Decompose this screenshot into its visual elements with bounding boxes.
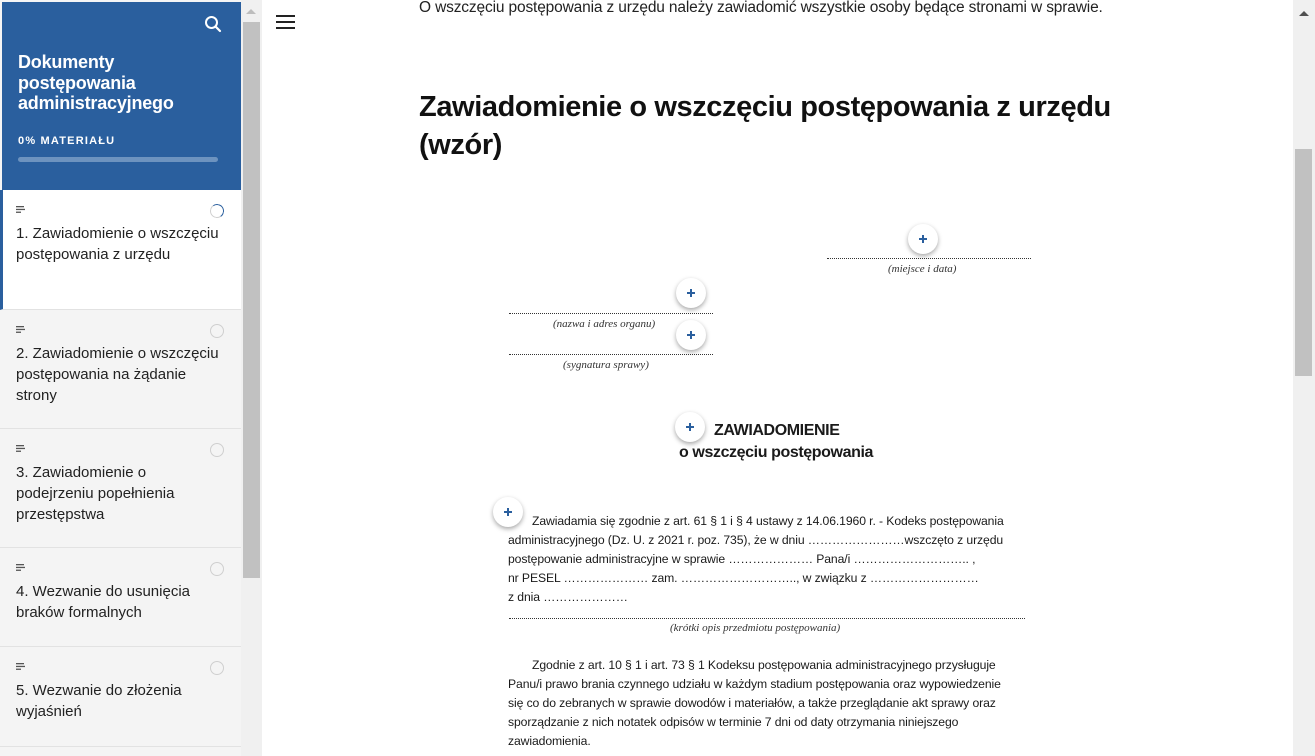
lesson-label: 5. Wezwanie do złożenia wyjaśnień <box>16 682 182 720</box>
document-paragraph-2 <box>508 656 1034 751</box>
lesson-title: Zawiadomienie o wszczęciu postępowania z urzędu (wzór) <box>419 91 1111 161</box>
intro-text: O wszczęciu postępowania z urzędu należy zawiadomić wszystkie osoby będące stronami w sprawie. <box>419 0 1103 16</box>
hotspot-paragraph[interactable] <box>493 497 523 527</box>
document-heading: ZAWIADOMIENIE <box>714 422 840 439</box>
course-header <box>2 2 241 190</box>
lesson-item-5[interactable] <box>0 647 241 747</box>
paragraph-line: z dnia ………………… <box>508 590 628 604</box>
progress-bar <box>18 157 218 162</box>
authority-line <box>509 313 713 314</box>
lesson-label: 2. Zawiadomienie o wszczęciu postępowania na żądanie strony <box>16 345 219 404</box>
hotspot-heading[interactable] <box>675 412 705 442</box>
paragraph-line: postępowanie administracyjne w sprawie ………………… Pana/i ……………………….. , <box>508 552 976 566</box>
paragraph-line: się co do zebranych w sprawie dowodów i materiałów, a także przeglądanie akt sprawy oraz <box>508 696 996 710</box>
place-date-line <box>827 258 1031 259</box>
main-scrollbar[interactable] <box>1293 0 1315 756</box>
status-circle-icon <box>210 562 224 576</box>
paragraph-line: nr PESEL ………………… zam. ……………………….., w związku z ……………………… <box>508 571 979 585</box>
subject-caption: (krótki opis przedmiotu postępowania) <box>670 622 841 634</box>
case-ref-caption: (sygnatura sprawy) <box>563 359 649 371</box>
course-sidebar <box>0 0 262 756</box>
paragraph-line: Panu/i prawo brania czynnego udziału w każdym stadium postępowania oraz wypowiedzenie <box>508 677 1001 691</box>
scroll-up-arrow-icon[interactable] <box>246 9 256 14</box>
status-circle-icon <box>210 324 224 338</box>
sidebar-content <box>0 0 241 756</box>
main-scroll-thumb[interactable] <box>1295 149 1312 376</box>
document-subheading: o wszczęciu postępowania <box>679 444 874 461</box>
scroll-up-arrow-icon[interactable] <box>1299 11 1309 16</box>
progress-status-icon <box>209 203 225 219</box>
lesson-item-4[interactable] <box>0 548 241 647</box>
authority-caption: (nazwa i adres organu) <box>553 318 656 330</box>
paragraph-line: administracyjnego (Dz. U. z 2021 r. poz. 735), że w dniu ……………………wszczęto z urzędu <box>508 533 1004 547</box>
sidebar-scroll-thumb[interactable] <box>243 22 260 578</box>
paragraph-line: zawiadomienia. <box>508 734 591 748</box>
lesson-content <box>262 0 1293 756</box>
case-ref-line <box>509 354 713 355</box>
text-lesson-icon <box>16 445 25 452</box>
place-date-caption: (miejsce i data) <box>888 263 957 275</box>
progress-label: 0% MATERIAŁU <box>18 135 116 147</box>
course-title: Dokumenty postępowania administracyjnego <box>18 52 174 113</box>
lesson-label: 3. Zawiadomienie o podejrzeniu popełnienia przestępstwa <box>16 464 175 523</box>
lesson-label: 1. Zawiadomienie o wszczęciu postępowania z urzędu <box>16 225 219 263</box>
hotspot-case-ref[interactable] <box>676 320 706 350</box>
subject-line <box>509 618 1025 619</box>
document-paragraph-1 <box>508 512 1034 607</box>
hotspot-place-date[interactable] <box>908 224 938 254</box>
lesson-item-3[interactable] <box>0 429 241 548</box>
lesson-label: 4. Wezwanie do usunięcia braków formalnych <box>16 583 190 621</box>
sidebar-scrollbar[interactable] <box>241 0 262 756</box>
text-lesson-icon <box>16 663 25 670</box>
paragraph-line: Zgodnie z art. 10 § 1 i art. 73 § 1 Kodeksu postępowania administracyjnego przysługuje <box>532 658 996 672</box>
status-circle-icon <box>210 661 224 675</box>
lesson-item-2[interactable] <box>0 310 241 429</box>
status-circle-icon <box>210 443 224 457</box>
paragraph-line: Zawiadamia się zgodnie z art. 61 § 1 i § 4 ustawy z 14.06.1960 r. - Kodeks postępowania <box>532 514 1004 528</box>
paragraph-line: sporządzanie z nich notatek odpisów w terminie 7 dni od daty otrzymania niniejszego <box>508 715 959 729</box>
text-lesson-icon <box>16 564 25 571</box>
lesson-item-6[interactable] <box>0 747 241 756</box>
text-lesson-icon <box>16 326 25 333</box>
lesson-item-1[interactable] <box>0 190 241 310</box>
document-template <box>262 0 1293 756</box>
text-lesson-icon <box>16 206 25 213</box>
search-icon[interactable] <box>204 15 222 33</box>
hotspot-authority[interactable] <box>676 278 706 308</box>
